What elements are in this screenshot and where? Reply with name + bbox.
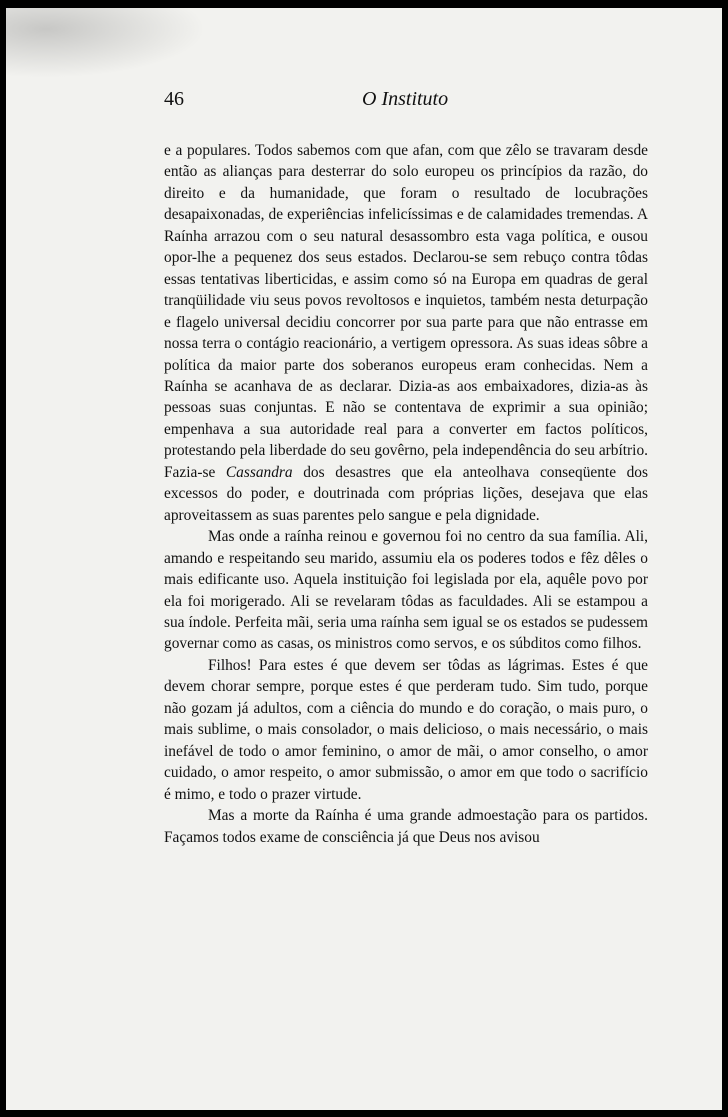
- paragraph-1-text: e a populares. Todos sabemos com que afan, com que zêlo se travaram desde então as alianças para desterrar do solo europeu os princípios da razão, do direito e da humanidade, que foram o resultado de locubrações desapaixonadas, de experiências infelicíssimas e de calamidades tremendas. A Raínha arrazou com o seu natural desassombro esta vaga política, e ousou opor-lhe a pequenez dos seus estados. Declarou-se sem rebuço contra tôdas essas tentativas liberticidas, e assim como só na Europa em quadras de geral tranqüilidade viu seus povos revoltosos e inquietos, também nesta deturpação e flagelo universal decidiu concorrer por sua parte para que não entrasse em nossa terra o contágio reacionário, a vertigem opressora. As suas ideas sôbre a política da maior parte dos soberanos europeus eram conhecidas. Nem a Raínha se acanhava de as declarar. Dizia-as aos embaixadores, dizia-as às pessoas suas conjuntas. E não se contentava de exprimir a sua opinião; empenhava a sua autoridade real para a converter em factos políticos, protestando pela liberdade do seu govêrno, pela independência do seu arbítrio. Fazia-se: [164, 142, 648, 481]
- book-page: [6, 8, 722, 1110]
- page-header: [164, 88, 648, 118]
- paragraph-3: Filhos! Para estes é que devem ser tôdas as lágrimas. Estes é que devem chorar sempre, porque estes é que perderam tudo. Sim tudo, porque não gozam já adultos, com a ciência do mundo e do coração, o mais puro, o mais sublime, o mais consolador, o mais delicioso, o mais necessário, o mais inefável de todo o amor feminino, o amor de mãi, o amor conselho, o amor cuidado, o amor respeito, o amor submissão, o amor em que todo o sacrifício é mimo, e todo o prazer virtude.: [164, 656, 648, 803]
- emphasis-cassandra: Cassandra: [225, 463, 293, 481]
- paragraph-1: [164, 140, 648, 526]
- scan-smudge: [6, 8, 206, 78]
- paragraph-4: Mas a morte da Raínha é uma grande admoestação para os partidos. Façamos todos exame de consciência já que Deus nos avisou: [164, 807, 648, 846]
- paragraph-1-continuation: dos desastres que ela anteolhava conseqüente dos excessos do poder, e doutrinada com próprias lições, desejava que elas aproveitassem as suas parentes pelo sangue e pela dignidade.: [164, 463, 648, 524]
- paragraph-2: Mas onde a raínha reinou e governou foi no centro da sua família. Ali, amando e respeitando seu marido, assumiu ela os poderes todos e fêz dêles o mais edificante uso. Aquela instituição foi legislada por ela, aquêle povo por ela foi morigerado. Ali se revelaram tôdas as faculdades. Ali se estampou a sua índole. Perfeita mãi, seria uma raínha sem igual se os estados se pudessem governar como as casas, os ministros como servos, e os súbditos como filhos.: [164, 528, 648, 653]
- running-title: O Instituto: [362, 88, 449, 110]
- page-number: 46: [164, 88, 184, 110]
- body-text: [164, 140, 648, 848]
